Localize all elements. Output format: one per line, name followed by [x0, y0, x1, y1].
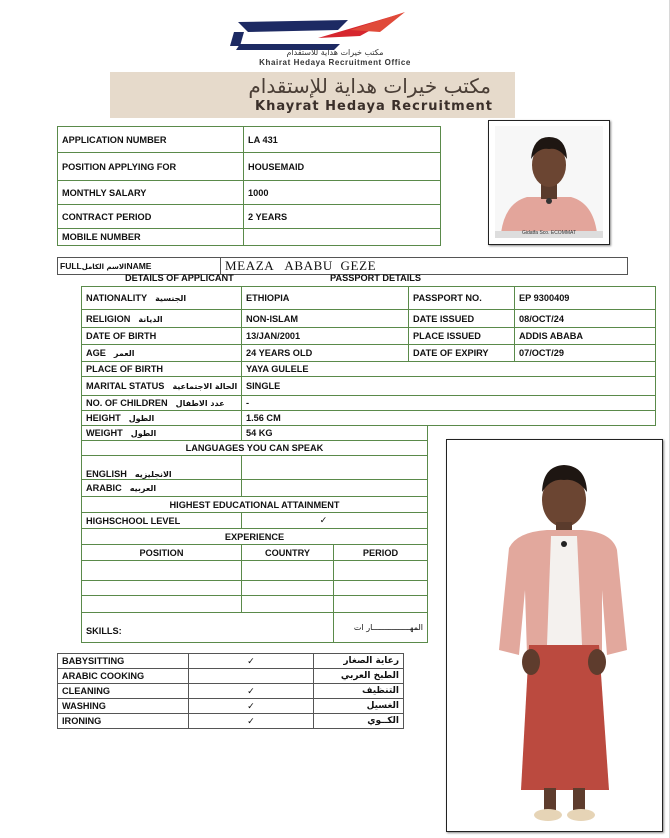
application-table [57, 126, 441, 246]
fullname-label-en2: NAME [126, 261, 152, 271]
skill-name: WASHING [58, 699, 189, 714]
table-row [82, 497, 428, 513]
label-cell: ENGLISH الانجليزيه [82, 456, 242, 480]
value-cell: 2 YEARS [244, 205, 441, 229]
education-header: HIGHEST EDUCATIONAL ATTAINMENT [82, 497, 428, 513]
banner-english: Khayrat Hedaya Recruitment [255, 99, 493, 114]
fullname-value: MEAZA ABABU GEZE [221, 258, 628, 275]
table-row [58, 654, 404, 669]
value-cell: 24 YEARS OLD [242, 345, 409, 362]
value-cell: 54 KG [242, 426, 428, 441]
fullname-label-en: FULL [60, 261, 82, 271]
table-row [82, 426, 428, 441]
table-row [58, 669, 404, 684]
skills-arabic: المهــــــــــــــــار ات [334, 613, 428, 643]
passport-label-cell: DATE ISSUED [409, 310, 515, 328]
table-row [58, 153, 441, 181]
skill-name: CLEANING [58, 684, 189, 699]
passport-header: PASSPORT DETAILS [330, 273, 422, 283]
skill-arabic: الغسيل [314, 699, 404, 714]
skill-name: IRONING [58, 714, 189, 729]
skill-arabic: الطبخ العربي [314, 669, 404, 684]
table-row [82, 480, 428, 497]
value-cell: 13/JAN/2001 [242, 328, 409, 345]
label-cell: MOBILE NUMBER [58, 229, 244, 246]
skills-table [57, 653, 404, 729]
full-body-portrait-icon [447, 440, 662, 831]
table-row [58, 684, 404, 699]
profile-table [81, 425, 428, 643]
label-cell: RELIGION الديانة [82, 310, 242, 328]
banner-arabic: مكتب خيرات هداية للإستقدام [248, 74, 491, 98]
table-row [58, 699, 404, 714]
check-icon: ✓ [242, 513, 428, 529]
logo-arabic-text: مكتب خيرات هداية للاستقدام [286, 48, 384, 57]
logo-english-text: Khairat Hedaya Recruitment Office [259, 58, 411, 67]
table-row [82, 362, 656, 377]
photo-caption: Gidatfa Sco. ECOMMAT [521, 230, 577, 236]
label-cell: NO. OF CHILDREN عدد الاطفال [82, 396, 242, 411]
skill-name: ARABIC COOKING [58, 669, 189, 684]
languages-header: LANGUAGES YOU CAN SPEAK [82, 441, 428, 456]
table-row [82, 561, 428, 581]
label-cell: NATIONALITY الجنسية [82, 287, 242, 310]
label-cell: APPLICATION NUMBER [58, 127, 244, 153]
table-row [82, 545, 428, 561]
value-cell: HOUSEMAID [244, 153, 441, 181]
value-cell: 1000 [244, 181, 441, 205]
label-cell: PLACE OF BIRTH [82, 362, 242, 377]
passport-label-cell: DATE OF EXPIRY [409, 345, 515, 362]
label-cell: MARITAL STATUS الحالة الاجتماعية [82, 377, 242, 396]
label-cell: MONTHLY SALARY [58, 181, 244, 205]
table-row [58, 181, 441, 205]
experience-header: EXPERIENCE [82, 529, 428, 545]
skill-arabic: التنظيف [314, 684, 404, 699]
label-cell: POSITION APPLYING FOR [58, 153, 244, 181]
details-table [81, 361, 656, 426]
table-row [82, 513, 428, 529]
table-row [82, 581, 428, 596]
skills-label: SKILLS: [82, 613, 334, 643]
table-row [82, 345, 656, 362]
banner [110, 72, 515, 118]
value-cell: 1.56 CM [242, 411, 656, 426]
table-row [82, 377, 656, 396]
table-row [82, 596, 428, 613]
company-logo [200, 8, 470, 68]
label-cell: ARABIC العربيه [82, 480, 242, 497]
value-cell [242, 456, 428, 480]
experience-col-position: POSITION [82, 545, 242, 561]
label-cell: HEIGHT الطول [82, 411, 242, 426]
portrait-icon [489, 121, 609, 244]
experience-col-country: COUNTRY [242, 545, 334, 561]
label-cell: AGE العمر [82, 345, 242, 362]
check-icon: ✓ [189, 699, 314, 714]
passport-value-cell: 08/OCT/24 [515, 310, 656, 328]
experience-col-period: PERIOD [334, 545, 428, 561]
value-cell: SINGLE [242, 377, 656, 396]
details-passport-table [81, 286, 656, 362]
skill-arabic: رعاية الصغار [314, 654, 404, 669]
applicant-photo-small [488, 120, 610, 245]
table-row [82, 441, 428, 456]
value-cell: LA 431 [244, 127, 441, 153]
check-icon: ✓ [189, 684, 314, 699]
fullname-label-cell [58, 258, 221, 275]
table-row [82, 396, 656, 411]
table-row [58, 229, 441, 246]
table-row [82, 529, 428, 545]
skill-name: BABYSITTING [58, 654, 189, 669]
value-cell: NON-ISLAM [242, 310, 409, 328]
value-cell [242, 480, 428, 497]
table-row [82, 411, 656, 426]
label-cell: DATE OF BIRTH [82, 328, 242, 345]
table-row [82, 456, 428, 480]
passport-value-cell: EP 9300409 [515, 287, 656, 310]
details-header: DETAILS OF APPLICANT [125, 273, 234, 283]
table-row [58, 714, 404, 729]
table-row [58, 127, 441, 153]
check-icon: ✓ [189, 654, 314, 669]
table-row [82, 613, 428, 643]
fullname-label-ar: الاسم الكامل [81, 263, 127, 271]
skill-arabic: الكــوي [314, 714, 404, 729]
applicant-photo-full [446, 439, 663, 832]
label-cell: WEIGHT الطول [82, 426, 242, 441]
label-cell: CONTRACT PERIOD [58, 205, 244, 229]
value-cell [244, 229, 441, 246]
table-row [58, 205, 441, 229]
check-icon [189, 669, 314, 684]
passport-label-cell: PASSPORT NO. [409, 287, 515, 310]
value-cell: - [242, 396, 656, 411]
table-row [82, 287, 656, 310]
table-row [82, 328, 656, 345]
value-cell: ETHIOPIA [242, 287, 409, 310]
education-level: HIGHSCHOOL LEVEL [82, 513, 242, 529]
value-cell: YAYA GULELE [242, 362, 656, 377]
passport-label-cell: PLACE ISSUED [409, 328, 515, 345]
passport-value-cell: ADDIS ABABA [515, 328, 656, 345]
passport-value-cell: 07/OCT/29 [515, 345, 656, 362]
check-icon: ✓ [189, 714, 314, 729]
table-row [82, 310, 656, 328]
